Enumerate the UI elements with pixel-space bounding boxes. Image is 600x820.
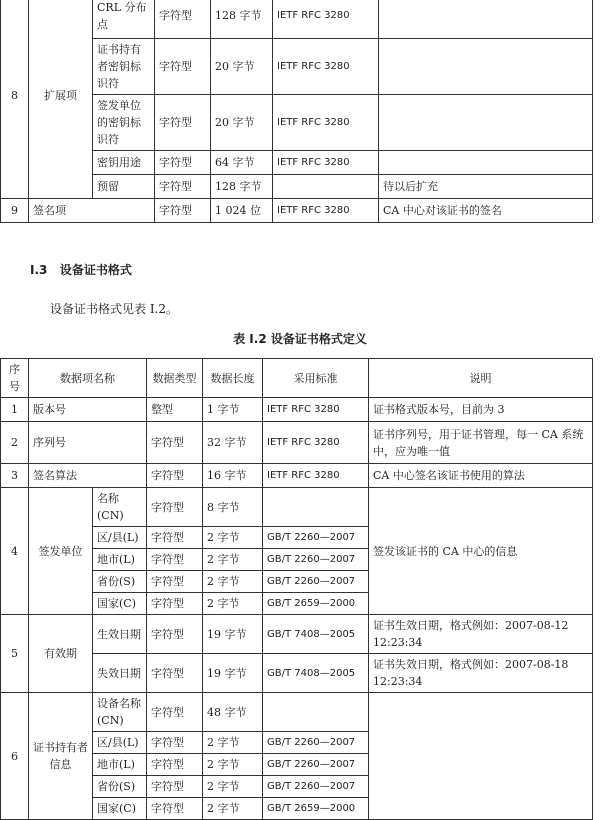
data-type: 整型 [147, 398, 203, 422]
group-name: 有效期 [29, 615, 93, 693]
description: 证书失效日期，格式例如：2007-08-18 12:23:34 [369, 654, 593, 693]
field-name: 区/县(L) [93, 732, 147, 754]
standard: GB/T 2260—2007 [263, 527, 369, 549]
data-length: 8 字节 [203, 488, 263, 527]
data-type: 字符型 [155, 0, 211, 39]
data-type: 字符型 [155, 95, 211, 151]
data-type: 字符型 [147, 732, 203, 754]
field-name: 区/县(L) [93, 527, 147, 549]
group-name: 证书持有者信息 [29, 693, 93, 820]
col-header-desc: 说明 [369, 359, 593, 398]
standard: GB/T 2659—2000 [263, 593, 369, 615]
standard [273, 175, 379, 199]
description: CA 中心对该证书的签名 [379, 199, 593, 223]
data-length: 1 024 位 [211, 199, 273, 223]
standard: GB/T 2260—2007 [263, 549, 369, 571]
table-row [1, 398, 593, 422]
standard: GB/T 7408—2005 [263, 654, 369, 693]
standard: IETF RFC 3280 [273, 0, 379, 39]
field-name: 省份(S) [93, 776, 147, 798]
field-name: 密钥用途 [93, 151, 155, 175]
data-length: 19 字节 [203, 654, 263, 693]
field-name: CRL 分布点 [93, 0, 155, 39]
row-number: 1 [1, 398, 29, 422]
section-title: 设备证书格式 [59, 263, 132, 277]
description: 证书生效日期，格式例如：2007-08-12 12:23:34 [369, 615, 593, 654]
description [379, 95, 593, 151]
data-length: 16 字节 [203, 464, 263, 488]
col-header-length: 数据长度 [203, 359, 263, 398]
data-length: 20 字节 [211, 95, 273, 151]
data-type: 字符型 [147, 571, 203, 593]
data-length: 2 字节 [203, 776, 263, 798]
standard: IETF RFC 3280 [273, 95, 379, 151]
data-length: 128 字节 [211, 0, 273, 39]
row-number: 8 [1, 0, 29, 199]
data-type: 字符型 [147, 754, 203, 776]
field-name: 国家(C) [93, 798, 147, 820]
section-paragraph: 设备证书格式见表 I.2。 [50, 302, 179, 316]
table-caption: 表 I.2 设备证书格式定义 [233, 332, 367, 346]
table-row [1, 615, 593, 654]
group-name: 扩展项 [29, 0, 93, 199]
data-type: 字符型 [147, 593, 203, 615]
standard: GB/T 7408—2005 [263, 615, 369, 654]
data-type: 字符型 [147, 798, 203, 820]
data-type: 字符型 [147, 422, 203, 464]
data-type: 字符型 [147, 654, 203, 693]
section-heading [30, 261, 132, 278]
standard [263, 693, 369, 732]
standard: IETF RFC 3280 [273, 199, 379, 223]
table-row [1, 488, 593, 527]
table-row [1, 693, 593, 732]
col-header-type: 数据类型 [147, 359, 203, 398]
standard: IETF RFC 3280 [263, 464, 369, 488]
data-type: 字符型 [147, 464, 203, 488]
data-length: 128 字节 [211, 175, 273, 199]
field-name: 签名算法 [29, 464, 147, 488]
device-cert-table [0, 358, 593, 820]
row-number: 2 [1, 422, 29, 464]
col-header-name: 数据项名称 [29, 359, 147, 398]
field-name: 省份(S) [93, 571, 147, 593]
data-type: 字符型 [147, 693, 203, 732]
description [379, 39, 593, 95]
table-row [1, 464, 593, 488]
table-row [1, 199, 593, 223]
row-number: 4 [1, 488, 29, 615]
data-type: 字符型 [147, 776, 203, 798]
data-type: 字符型 [147, 488, 203, 527]
data-length: 2 字节 [203, 798, 263, 820]
standard [263, 488, 369, 527]
data-length: 2 字节 [203, 571, 263, 593]
description: 签发该证书的 CA 中心的信息 [369, 488, 593, 615]
data-length: 2 字节 [203, 732, 263, 754]
field-name: 地市(L) [93, 549, 147, 571]
standard: GB/T 2260—2007 [263, 732, 369, 754]
standard: GB/T 2659—2000 [263, 798, 369, 820]
row-number: 5 [1, 615, 29, 693]
data-length: 64 字节 [211, 151, 273, 175]
field-name: 地市(L) [93, 754, 147, 776]
field-name: 失效日期 [93, 654, 147, 693]
data-length: 19 字节 [203, 615, 263, 654]
row-number: 9 [1, 199, 29, 223]
header-row [1, 359, 593, 398]
data-length: 1 字节 [203, 398, 263, 422]
field-name: 设备名称(CN) [93, 693, 147, 732]
description [379, 0, 593, 39]
field-name: 版本号 [29, 398, 147, 422]
standard: GB/T 2260—2007 [263, 754, 369, 776]
data-length: 2 字节 [203, 593, 263, 615]
table-row [1, 422, 593, 464]
description [369, 693, 593, 820]
description: 待以后扩充 [379, 175, 593, 199]
data-type: 字符型 [155, 199, 211, 223]
data-length: 2 字节 [203, 549, 263, 571]
field-name: 签名项 [29, 199, 155, 223]
field-name: 生效日期 [93, 615, 147, 654]
data-type: 字符型 [147, 549, 203, 571]
extension-table [0, 0, 593, 223]
data-type: 字符型 [155, 151, 211, 175]
col-header-standard: 采用标准 [263, 359, 369, 398]
row-number: 3 [1, 464, 29, 488]
data-type: 字符型 [155, 39, 211, 95]
section-number: I.3 [30, 263, 48, 277]
description: 证书格式版本号，目前为 3 [369, 398, 593, 422]
data-type: 字符型 [147, 615, 203, 654]
standard: IETF RFC 3280 [263, 398, 369, 422]
data-length: 20 字节 [211, 39, 273, 95]
field-name: 序列号 [29, 422, 147, 464]
data-length: 2 字节 [203, 527, 263, 549]
group-name: 签发单位 [29, 488, 93, 615]
data-length: 48 字节 [203, 693, 263, 732]
table-row [1, 0, 593, 39]
standard: IETF RFC 3280 [273, 39, 379, 95]
standard: IETF RFC 3280 [273, 151, 379, 175]
description [379, 151, 593, 175]
field-name: 证书持有者密钥标识符 [93, 39, 155, 95]
field-name: 国家(C) [93, 593, 147, 615]
standard: GB/T 2260—2007 [263, 571, 369, 593]
field-name: 名称(CN) [93, 488, 147, 527]
field-name: 预留 [93, 175, 155, 199]
data-length: 32 字节 [203, 422, 263, 464]
data-type: 字符型 [147, 527, 203, 549]
col-header-no: 序号 [1, 359, 29, 398]
description: 证书序列号，用于证书管理，每一 CA 系统中，应为唯一值 [369, 422, 593, 464]
data-length: 2 字节 [203, 754, 263, 776]
field-name: 签发单位的密钥标识符 [93, 95, 155, 151]
data-type: 字符型 [155, 175, 211, 199]
standard: IETF RFC 3280 [263, 422, 369, 464]
row-number: 6 [1, 693, 29, 820]
standard: GB/T 2260—2007 [263, 776, 369, 798]
description: CA 中心签名该证书使用的算法 [369, 464, 593, 488]
